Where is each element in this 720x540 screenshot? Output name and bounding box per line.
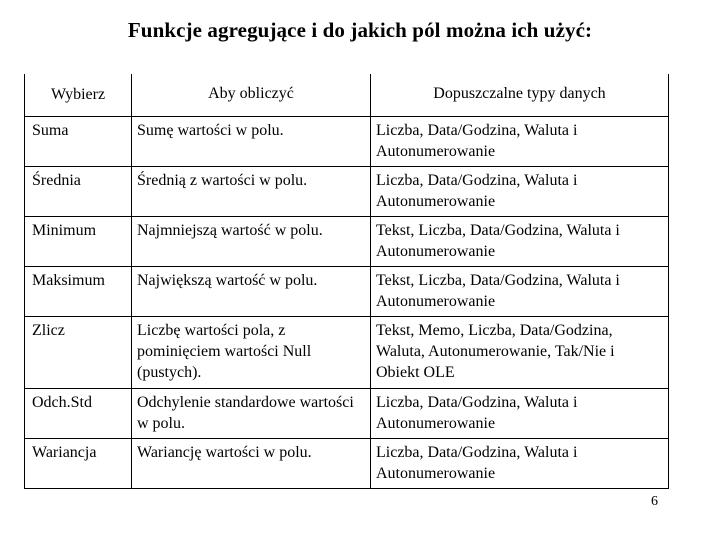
table-row: [25, 388, 669, 438]
header-typy-danych: Dopuszczalne typy danych: [371, 74, 669, 116]
cell-types: Tekst, Memo, Liczba, Data/Godzina, Waluta, Autonumerowanie, Tak/Nie i Obiekt OLE: [371, 316, 669, 388]
cell-description: Odchylenie standardowe wartości w polu.: [132, 388, 371, 438]
cell-function: Wariancja: [25, 438, 132, 488]
aggregate-functions-table: [24, 74, 669, 489]
table-row: [25, 266, 669, 316]
cell-description: Liczbę wartości pola, z pominięciem wartości Null (pustych).: [132, 316, 371, 388]
cell-description: Największą wartość w polu.: [132, 266, 371, 316]
cell-function: Średnia: [25, 166, 132, 216]
header-aby-obliczyc: Aby obliczyć: [132, 74, 371, 116]
cell-function: Odch.Std: [25, 388, 132, 438]
cell-types: Liczba, Data/Godzina, Waluta i Autonumerowanie: [371, 438, 669, 488]
cell-function: Maksimum: [25, 266, 132, 316]
cell-description: Najmniejszą wartość w polu.: [132, 216, 371, 266]
cell-types: Liczba, Data/Godzina, Waluta i Autonumerowanie: [371, 116, 669, 166]
cell-function: Zlicz: [25, 316, 132, 388]
cell-description: Średnią z wartości w polu.: [132, 166, 371, 216]
table-header-row: [25, 74, 669, 116]
cell-types: Liczba, Data/Godzina, Waluta i Autonumerowanie: [371, 166, 669, 216]
table-row: [25, 116, 669, 166]
table-row: [25, 438, 669, 488]
page-title: Funkcje agregujące i do jakich pól można ich użyć:: [127, 18, 593, 42]
page-number: 6: [651, 494, 658, 509]
cell-description: Wariancję wartości w polu.: [132, 438, 371, 488]
cell-function: Suma: [25, 116, 132, 166]
cell-function: Minimum: [25, 216, 132, 266]
cell-types: Tekst, Liczba, Data/Godzina, Waluta i Autonumerowanie: [371, 216, 669, 266]
table-row: [25, 316, 669, 388]
table-row: [25, 216, 669, 266]
cell-description: Sumę wartości w polu.: [132, 116, 371, 166]
cell-types: Liczba, Data/Godzina, Waluta i Autonumerowanie: [371, 388, 669, 438]
header-wybierz: Wybierz: [25, 74, 132, 116]
cell-types: Tekst, Liczba, Data/Godzina, Waluta i Autonumerowanie: [371, 266, 669, 316]
table-row: [25, 166, 669, 216]
